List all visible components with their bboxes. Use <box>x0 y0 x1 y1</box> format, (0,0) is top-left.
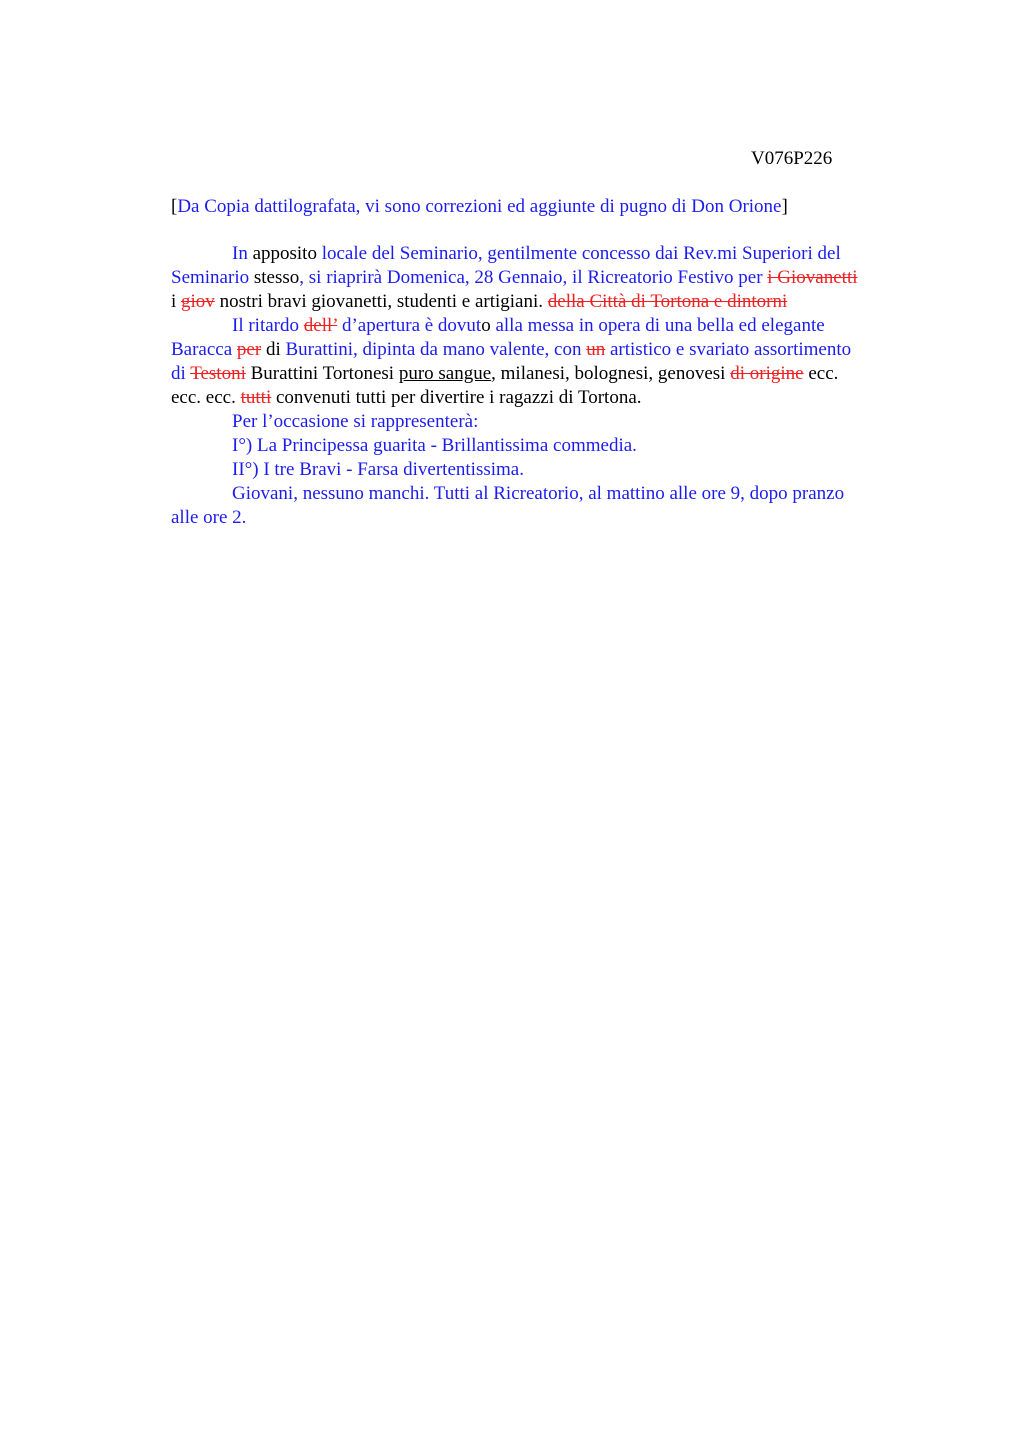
text-line <box>171 266 931 290</box>
text-line <box>171 386 931 410</box>
typed-text: o <box>481 315 491 336</box>
deleted-text: giov <box>181 291 215 312</box>
typed-text: apposito <box>247 243 322 264</box>
text-line <box>171 506 931 530</box>
text-line <box>171 242 931 266</box>
note-close-bracket: ] <box>781 196 788 217</box>
added-text: Il ritardo <box>232 315 304 336</box>
typed-text: di <box>261 339 286 360</box>
typed-text: Burattini Tortonesi <box>245 363 399 384</box>
added-text: I°) La Principessa guarita - Brillantissima commedia. <box>232 435 637 456</box>
text-line <box>171 482 931 506</box>
note-open-bracket: [ <box>171 196 178 217</box>
typed-text: ecc. <box>803 363 839 384</box>
added-text: d’apertura è dovut <box>337 315 482 336</box>
underlined-text: puro sangue <box>398 363 492 384</box>
text-line <box>171 434 931 458</box>
text-line <box>171 362 931 386</box>
deleted-text: i Giovanetti <box>767 267 858 288</box>
added-text: II°) I tre Bravi - Farsa divertentissima. <box>232 459 524 480</box>
text-line <box>171 314 931 338</box>
added-text: alla messa in opera di una bella ed elegante <box>490 315 825 336</box>
body-text <box>171 242 931 530</box>
deleted-text: di origine <box>730 363 804 384</box>
added-text: In <box>232 243 248 264</box>
added-text: , si riaprirà Domenica, 28 Gennaio, il Ricreatorio Festivo per <box>299 267 768 288</box>
typed-text: nostri bravi giovanetti, studenti e artigiani. <box>214 291 548 312</box>
text-line <box>171 338 931 362</box>
added-text: Baracca <box>171 339 237 360</box>
added-text: Seminario <box>171 267 250 288</box>
typed-text: ecc. ecc. <box>171 387 241 408</box>
note-text: Da Copia dattilografata, vi sono correzioni ed aggiunte di pugno di Don Orione <box>177 196 782 217</box>
text-line <box>171 290 931 314</box>
editorial-note <box>171 195 931 219</box>
deleted-text: Testoni <box>190 363 246 384</box>
added-text: Giovani, nessuno manchi. Tutti al Ricreatorio, al mattino alle ore 9, dopo pranzo <box>232 483 845 504</box>
text-line <box>171 458 931 482</box>
deleted-text: per <box>236 339 262 360</box>
deleted-text: un <box>586 339 606 360</box>
added-text: artistico e svariato assortimento <box>605 339 852 360</box>
added-text: alle ore 2. <box>171 507 247 528</box>
deleted-text: della Città di Tortona e dintorni <box>547 291 788 312</box>
added-text: Per l’occasione si rappresenterà: <box>232 411 479 432</box>
deleted-text: tutti <box>240 387 272 408</box>
typed-text: , milanesi, bolognesi, genovesi <box>491 363 731 384</box>
added-text: Burattini, dipinta da mano valente, con <box>285 339 587 360</box>
typed-text: convenuti tutti per divertire i ragazzi di Tortona. <box>271 387 642 408</box>
added-text: di <box>171 363 191 384</box>
added-text: locale del Seminario, gentilmente concesso dai Rev.mi Superiori del <box>321 243 841 264</box>
document-reference-code: V076P226 <box>751 148 833 169</box>
deleted-text: dell’ <box>303 315 338 336</box>
typed-text: stesso <box>249 267 300 288</box>
text-line <box>171 410 931 434</box>
typed-text: i <box>171 291 182 312</box>
